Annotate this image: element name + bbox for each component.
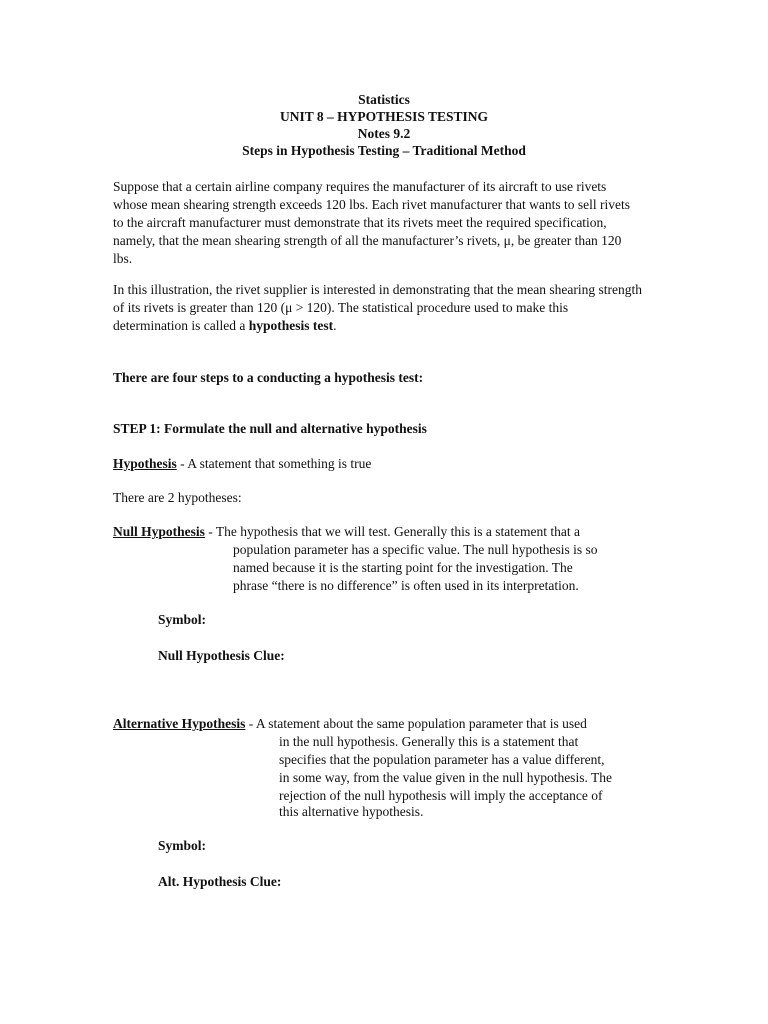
alternative-hypothesis-term: Alternative Hypothesis bbox=[113, 716, 246, 731]
alternative-hypothesis-line: specifies that the population parameter has a value different, bbox=[279, 752, 605, 767]
hypothesis-definition-text: - A statement that something is true bbox=[176, 456, 372, 471]
hypothesis-definition bbox=[113, 455, 371, 473]
alt-symbol-label: Symbol: bbox=[158, 838, 207, 853]
null-clue-label: Null Hypothesis Clue: bbox=[158, 648, 285, 663]
section-title: Steps in Hypothesis Testing – Traditional Method bbox=[242, 143, 526, 158]
null-hypothesis-line: named because it is the starting point for the investigation. The bbox=[233, 560, 573, 575]
hypothesis-term: Hypothesis bbox=[113, 456, 177, 471]
subject-title: Statistics bbox=[358, 92, 410, 107]
null-hypothesis-line: phrase “there is no difference” is often used in its interpretation. bbox=[233, 578, 579, 593]
alternative-hypothesis-line: in some way, from the value given in the null hypothesis. The bbox=[279, 770, 612, 785]
intro-paragraph-2-text: In this illustration, the rivet supplier is interested in demonstrating that the mean shearing strength of its rivets is greater than 120 (μ > 120). The statistical procedure used to make this determination is called a bbox=[113, 282, 643, 333]
intro-paragraph-1: Suppose that a certain airline company requires the manufacturer of its aircraft to use rivets whose mean shearing strength exceeds 120 lbs. Each rivet manufacturer that wants to sell rivets to the aircraft manufacturer must demonstrate that its rivets meet the required specification, namely, that the mean shearing strength of all the manufacturer’s rivets, μ, be greater than 120 lbs. bbox=[113, 179, 630, 266]
hypothesis-test-term: hypothesis test bbox=[248, 318, 334, 333]
two-hypotheses-text: There are 2 hypotheses: bbox=[113, 490, 242, 505]
intro-paragraph-2 bbox=[113, 281, 643, 335]
alternative-hypothesis-line: this alternative hypothesis. bbox=[279, 804, 424, 819]
alternative-hypothesis-lead-text: - A statement about the same population parameter that is used bbox=[245, 716, 587, 731]
four-steps-heading: There are four steps to a conducting a hypothesis test: bbox=[113, 370, 424, 385]
step1-heading: STEP 1: Formulate the null and alternative hypothesis bbox=[113, 421, 427, 436]
alternative-hypothesis-line: in the null hypothesis. Generally this is a statement that bbox=[279, 734, 579, 749]
notes-number: Notes 9.2 bbox=[357, 126, 411, 141]
null-hypothesis-lead bbox=[113, 523, 580, 541]
unit-title: UNIT 8 – HYPOTHESIS TESTING bbox=[279, 109, 489, 124]
alternative-hypothesis-lead bbox=[113, 715, 587, 733]
alt-clue-label: Alt. Hypothesis Clue: bbox=[158, 874, 282, 889]
alternative-hypothesis-line: rejection of the null hypothesis will imply the acceptance of bbox=[279, 788, 603, 803]
intro-paragraph-2-end: . bbox=[333, 318, 337, 333]
null-hypothesis-term: Null Hypothesis bbox=[113, 524, 205, 539]
null-hypothesis-lead-text: - The hypothesis that we will test. Generally this is a statement that a bbox=[204, 524, 580, 539]
null-hypothesis-line: population parameter has a specific value. The null hypothesis is so bbox=[233, 542, 598, 557]
null-symbol-label: Symbol: bbox=[158, 612, 207, 627]
